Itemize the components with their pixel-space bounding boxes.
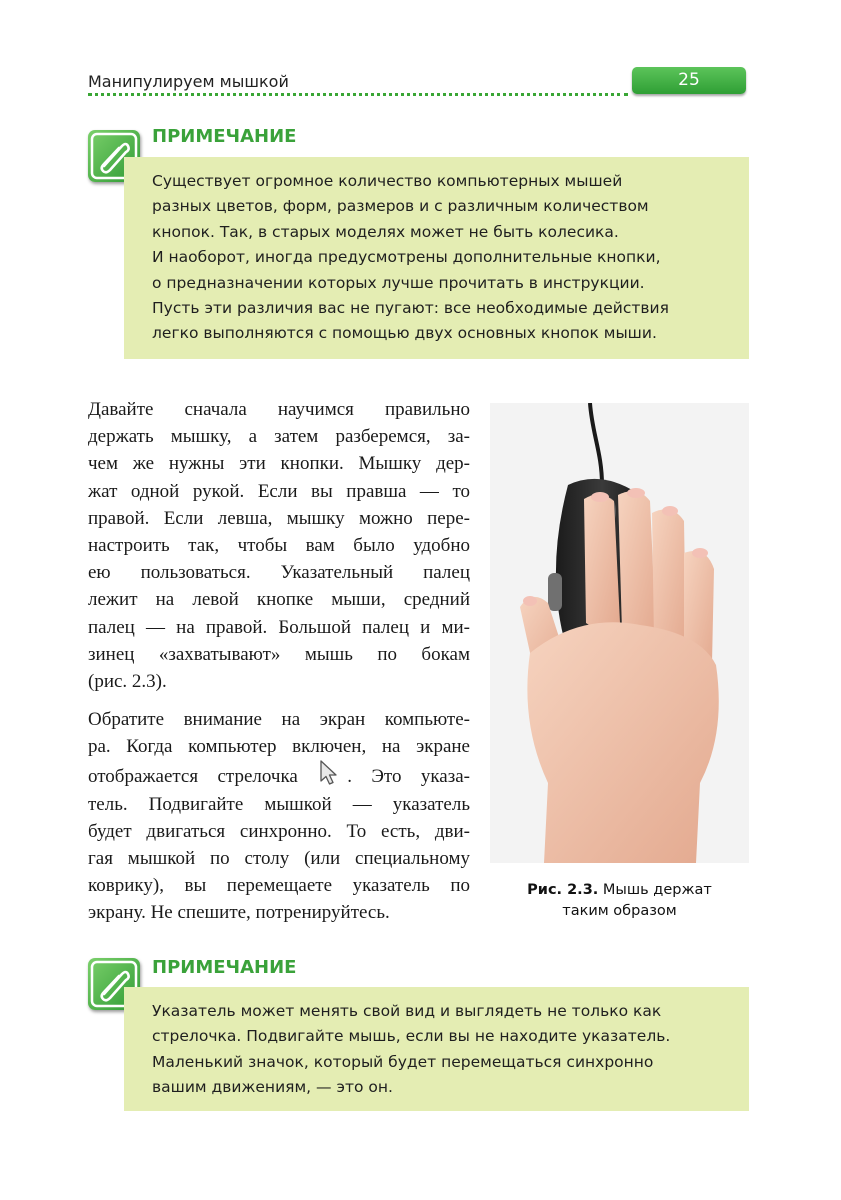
note-line: легко выполняются с помощью двух основных кнопок мыши. <box>152 324 657 343</box>
note-line: Существует огромное количество компьютерных мышей <box>152 172 623 190</box>
text-line: ра. Когда компьютер включен, на экране <box>88 736 470 758</box>
text-line: палец — на правой. Большой палец и ми- <box>88 616 470 638</box>
note-line: И наоборот, иногда предусмотрены дополнительные кнопки, <box>152 248 661 267</box>
note-line: Пусть эти различия вас не пугают: все необходимые действия <box>152 299 669 318</box>
figure-caption-text: таким образом <box>562 903 677 919</box>
text-line: (рис. 2.3). <box>88 671 167 693</box>
figure-label: Рис. 2.3. <box>527 882 599 898</box>
note-title: ПРИМЕЧАНИЕ <box>152 126 297 147</box>
note-line: вашим движениям, — это он. <box>152 1078 393 1097</box>
header-dotted-rule <box>88 93 628 96</box>
running-header-title: Манипулируем мышкой <box>88 72 289 91</box>
note-line: кнопок. Так, в старых моделях может не быть колесика. <box>152 222 619 241</box>
text-fragment: отображается стрелочка <box>88 766 298 788</box>
note-box <box>124 987 749 1111</box>
text-line: будет двигаться синхронно. То есть, дви- <box>88 820 470 842</box>
note-line: Указатель может менять свой вид и выглядеть не только как <box>152 1002 662 1020</box>
text-fragment: . Это указа- <box>347 766 470 788</box>
note-line: стрелочка. Подвигайте мышь, если вы не находите указатель. <box>152 1027 671 1046</box>
text-line: жат одной рукой. Если вы правша — то <box>88 480 470 502</box>
body-paragraph-2 <box>88 706 470 927</box>
text-line: правой. Если левша, мышку можно пере- <box>88 507 470 529</box>
text-line: чем же нужны эти кнопки. Мышку дер- <box>88 453 470 475</box>
note-box <box>124 157 749 359</box>
body-paragraph-1 <box>88 396 470 695</box>
text-line: гая мышкой по столу (или специальному <box>88 848 470 870</box>
text-line: Обратите внимание на экран компьюте- <box>88 709 470 730</box>
text-line-with-cursor <box>88 760 470 790</box>
text-line: настроить так, чтобы вам было удобно <box>88 535 470 557</box>
text-line: тель. Подвигайте мышкой — указатель <box>88 793 470 815</box>
note-title: ПРИМЕЧАНИЕ <box>152 957 297 978</box>
note-line: о предназначении которых лучше прочитать в инструкции. <box>152 273 645 292</box>
mouse-pointer-icon <box>317 760 347 784</box>
text-line: лежит на левой кнопке мыши, средний <box>88 589 470 611</box>
page-number-badge: 25 <box>632 67 746 94</box>
figure-caption <box>490 880 749 922</box>
text-line: экрану. Не спешите, потренируйтесь. <box>88 902 390 924</box>
figure-caption-text: Мышь держат <box>602 882 712 898</box>
note-line: Маленький значок, который будет перемещаться синхронно <box>152 1052 654 1071</box>
text-line: зинец «захватывают» мышь по бокам <box>88 643 470 665</box>
text-line: ею пользоваться. Указательный палец <box>88 562 470 584</box>
text-line: коврику), вы перемещаете указатель по <box>88 875 470 897</box>
text-line: держать мышку, а затем разберемся, за- <box>88 426 470 448</box>
figure-caption-line <box>527 882 712 898</box>
hand-on-mouse-photo <box>490 403 749 863</box>
note-line: разных цветов, форм, размеров и с различным количеством <box>152 197 649 216</box>
text-line: Давайте сначала научимся правильно <box>88 399 470 420</box>
